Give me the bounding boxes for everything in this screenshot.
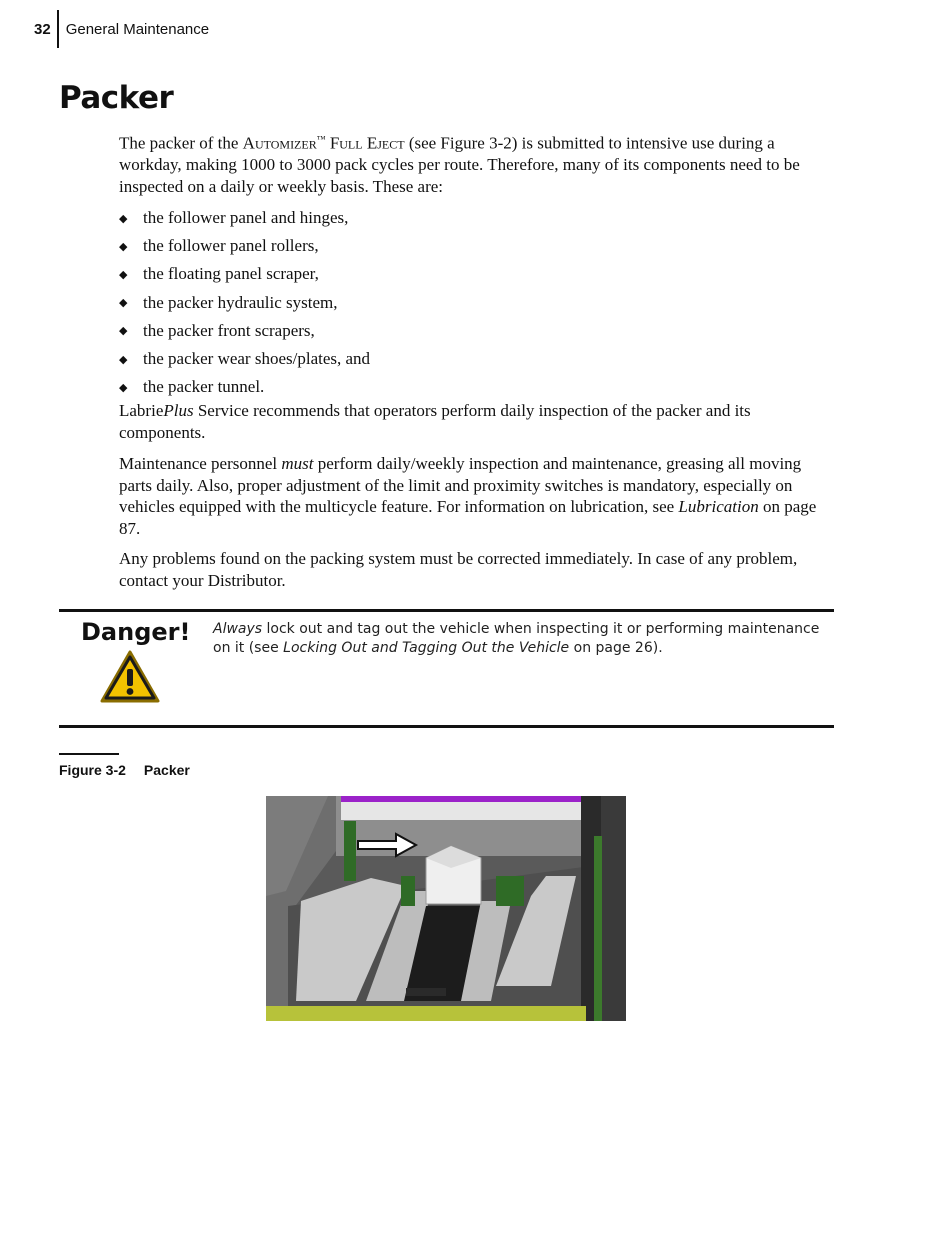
page-title: Packer bbox=[59, 80, 174, 116]
list-item: ◆ the follower panel rollers, bbox=[119, 236, 319, 256]
danger-message: Always lock out and tag out the vehicle when inspecting it or performing maintenance on it (see Locking Out and Tagging Out the Vehicle on page 26). bbox=[213, 621, 820, 656]
warning-triangle-icon bbox=[99, 649, 161, 705]
danger-label: Danger! bbox=[81, 618, 191, 646]
lockout-link[interactable]: Locking Out and Tagging Out the Vehicle bbox=[283, 639, 570, 656]
header-divider bbox=[57, 10, 59, 48]
figure-name: Packer bbox=[143, 762, 190, 778]
list-item: ◆ the floating panel scraper, bbox=[119, 264, 319, 284]
lubrication-link[interactable]: Lubrication bbox=[678, 497, 759, 516]
danger-bottom-rule bbox=[59, 725, 834, 728]
problems-paragraph: Any problems found on the packing system must be corrected immediately. In case of any problem, contact your Distributor. bbox=[119, 549, 798, 590]
list-item: ◆ the packer wear shoes/plates, and bbox=[119, 349, 371, 369]
list-item: ◆ the packer hydraulic system, bbox=[119, 292, 338, 312]
section-name: General Maintenance bbox=[65, 20, 210, 38]
bullet-diamond-icon: ◆ bbox=[119, 268, 128, 281]
inspection-list bbox=[119, 204, 370, 401]
intro-paragraph: The packer of the Automizer™ Full Eject (see Figure 3-2) is submitted to intensive use during a workday, making 1000 to 3000 pack cycles per route. Therefore, many of its components need to be inspected on a daily or weekly basis. These are: bbox=[119, 133, 800, 196]
bullet-diamond-icon: ◆ bbox=[119, 353, 128, 366]
service-paragraph: LabriePlus Service recommends that operators perform daily inspection of the packer and its components. bbox=[119, 401, 751, 442]
bullet-diamond-icon: ◆ bbox=[119, 297, 128, 310]
maintenance-paragraph: Maintenance personnel must perform daily/weekly inspection and maintenance, greasing all moving parts daily. Also, proper adjustment of the limit and proximity switches is mandatory, especially on vehicles equipped with the multicycle feature. For information on lubrication, see Lubrication on page 87. bbox=[119, 454, 817, 538]
page-number: 32 bbox=[34, 20, 51, 38]
list-item: ◆ the follower panel and hinges, bbox=[119, 208, 349, 228]
bullet-diamond-icon: ◆ bbox=[119, 325, 128, 338]
figure-number: Figure 3-2 bbox=[59, 762, 126, 778]
page-header bbox=[34, 10, 209, 48]
bullet-diamond-icon: ◆ bbox=[119, 240, 128, 253]
packer-illustration bbox=[266, 796, 626, 1021]
brand-name: Automizer bbox=[242, 133, 317, 153]
list-item: ◆ the packer front scrapers, bbox=[119, 320, 315, 340]
figure-caption bbox=[59, 762, 190, 778]
list-item: ◆ the packer tunnel. bbox=[119, 377, 265, 397]
danger-top-rule bbox=[59, 609, 834, 612]
figure-rule bbox=[59, 753, 119, 755]
bullet-diamond-icon: ◆ bbox=[119, 212, 128, 225]
bullet-diamond-icon: ◆ bbox=[119, 381, 128, 394]
